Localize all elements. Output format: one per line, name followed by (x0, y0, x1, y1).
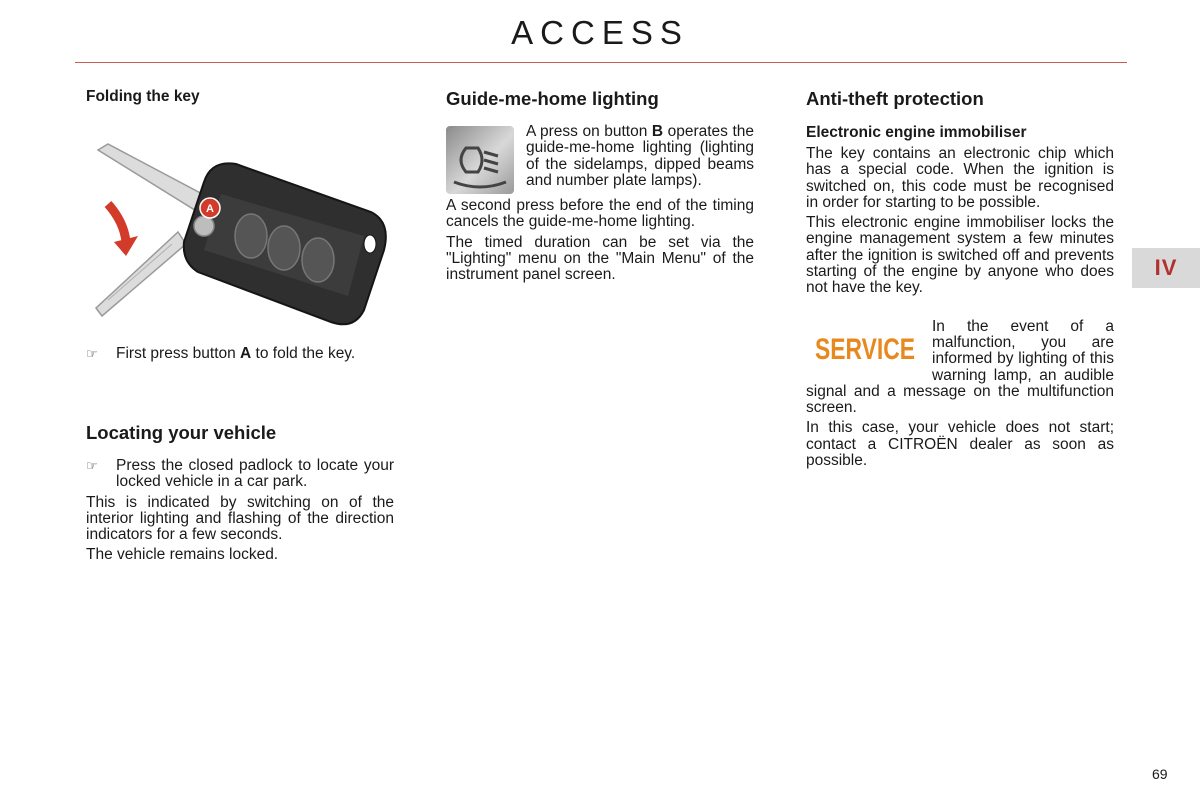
bullet-item: ☞ Press the closed padlock to locate your locked vehicle in a car park. (86, 457, 394, 491)
figure-label-a: A (206, 203, 214, 215)
guide-heading: Guide-me-home lighting (446, 88, 659, 109)
locating-section (86, 422, 394, 568)
folding-key-heading: Folding the key (86, 88, 200, 105)
headlamp-button-icon (446, 126, 514, 194)
antitheft-paragraph-1: The key contains an electronic chip which has a special code. When the ignition is switched on, this code must be recognised in order for starting to be possible. (806, 145, 1114, 211)
bullet-item: ☞ First press button A to fold the key. (86, 345, 356, 362)
header-divider (75, 62, 1127, 63)
page-title: ACCESS (511, 14, 689, 51)
guide-paragraph-1: A press on button B operates the guide-me-home lighting (lighting of the sidelamps, dipped beams and number plate lamps). (526, 123, 754, 189)
column-right (806, 88, 1114, 473)
locating-paragraph-2: The vehicle remains locked. (86, 546, 279, 564)
guide-paragraph-3: The timed duration can be set via the "Lighting" menu on the "Main Menu" of the instrument panel screen. (446, 233, 754, 284)
guide-paragraph-2: A second press before the end of the timing cancels the guide-me-home lighting. (446, 197, 754, 231)
folding-instructions (86, 346, 394, 366)
locating-paragraph-1: This is indicated by switching on of the interior lighting and flashing of the direction indicators for a few seconds. (86, 493, 394, 544)
column-left (86, 88, 394, 106)
antitheft-heading: Anti-theft protection (806, 88, 984, 109)
antitheft-paragraph-3: In the event of a malfunction, you are informed by lighting of this warning lamp, an audible signal and a message on the multifunction screen. (806, 317, 1114, 417)
chapter-tab[interactable]: IV (1132, 248, 1200, 288)
pointing-hand-icon: ☞ (86, 346, 98, 361)
folding-key-illustration (86, 132, 396, 332)
immobiliser-subheading: Electronic engine immobiliser (806, 124, 1027, 141)
antitheft-paragraph-4: In this case, your vehicle does not start; contact a CITROËN dealer as soon as possible. (806, 419, 1114, 470)
column-middle (446, 88, 754, 287)
antitheft-paragraph-2: This electronic engine immobiliser locks the engine management system a few minutes after the ignition is switched off and prevents starting of the engine by anyone who does not have the key. (806, 214, 1114, 297)
locating-heading: Locating your vehicle (86, 422, 277, 443)
service-warning-lamp-icon (812, 327, 918, 367)
service-label: SERVICE (815, 332, 915, 366)
pointing-hand-icon: ☞ (86, 458, 98, 473)
page-number: 69 (1152, 766, 1168, 782)
